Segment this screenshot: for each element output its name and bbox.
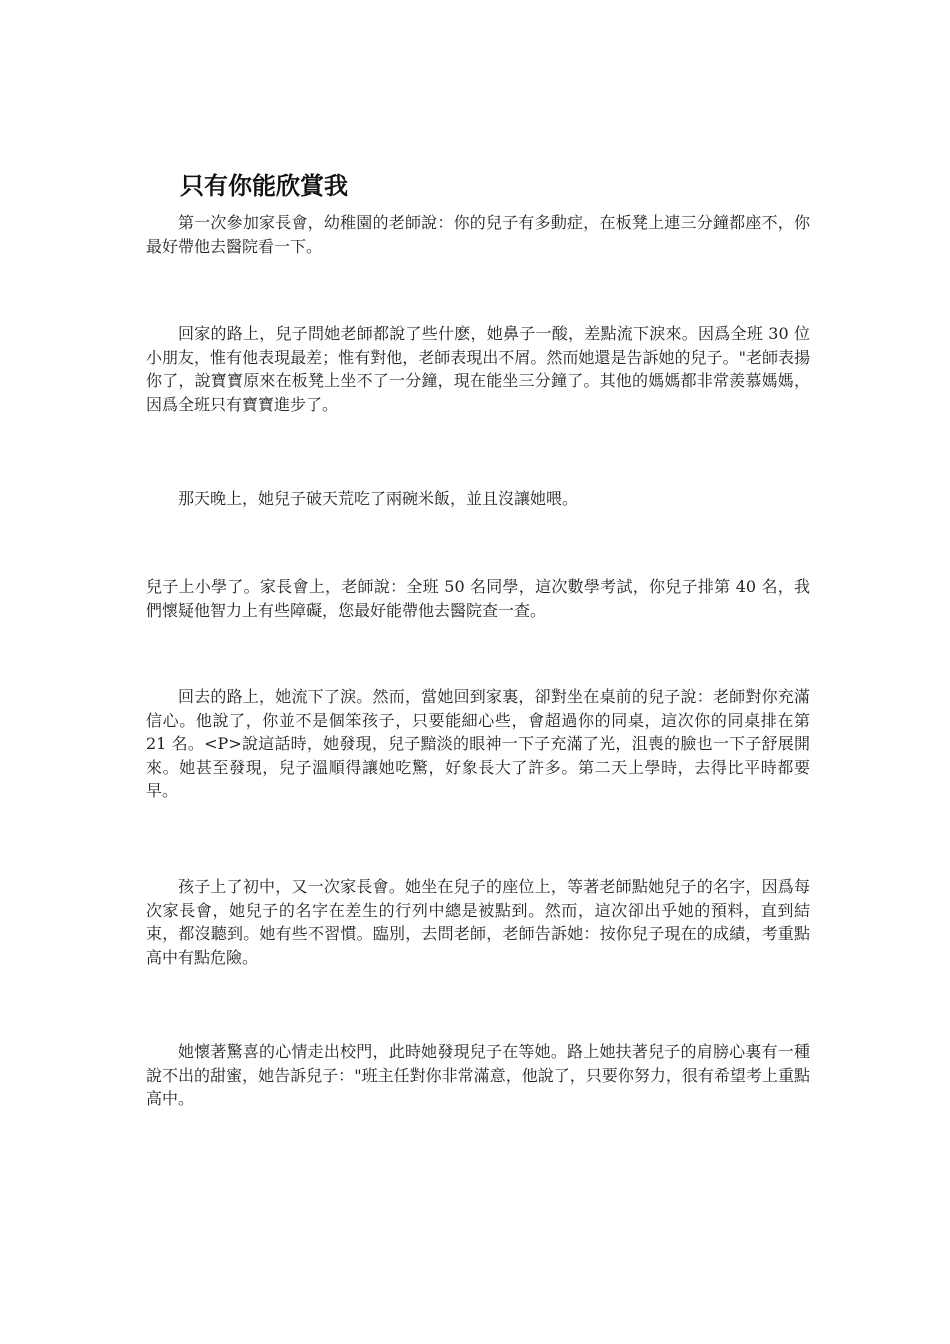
paragraph-primary-school: 兒子上小學了。家長會上，老師說：全班 50 名同學，這次數學考試，你兒子排第 40 名，我們懷疑他智力上有些障礙，您最好能帶他去醫院查一查。: [146, 577, 810, 620]
paragraph-kindergarten-meeting: 第一次參加家長會，幼稚園的老師說：你的兒子有多動症，在板凳上連三分鐘都座不，你最好帶他去醫院看一下。: [146, 213, 810, 256]
document-title: 只有你能欣賞我: [180, 171, 348, 200]
paragraph-way-back: 回去的路上，她流下了淚。然而，當她回到家裏，卻對坐在桌前的兒子說：老師對你充滿信心。他說了，你並不是個笨孩子，只要能細心些，會超過你的同桌，這次你的同桌排在第 21 名。<P>說這話時，她發現，兒子黯淡的眼神一下子充滿了光，沮喪的臉也一下子舒展開來。她甚至發現，兒子溫順得讓她吃驚，好象長大了許多。第二天上學時，去得比平時都要早。: [146, 687, 810, 800]
paragraph-junior-high: 孩子上了初中，又一次家長會。她坐在兒子的座位上，等著老師點她兒子的名字，因爲每次家長會，她兒子的名字在差生的行列中總是被點到。然而，這次卻出乎她的預料，直到結束，都沒聽到。她有些不習慣。臨別，去問老師，老師告訴她：按你兒子現在的成績，考重點高中有點危險。: [146, 877, 810, 967]
paragraph-that-night: 那天晚上，她兒子破天荒吃了兩碗米飯，並且沒讓她喂。: [178, 489, 579, 508]
paragraph-school-gate: 她懷著驚喜的心情走出校門，此時她發現兒子在等她。路上她扶著兒子的肩膀心裏有一種說不出的甜蜜，她告訴兒子："班主任對你非常滿意，他說了，只要你努力，很有希望考上重點高中。: [146, 1042, 810, 1108]
paragraph-way-home: 回家的路上，兒子問她老師都說了些什麽，她鼻子一酸，差點流下淚來。因爲全班 30 位小朋友，惟有他表現最差；惟有對他，老師表現出不屑。然而她還是告訴她的兒子。"老師表揚你了，說寶寶原來在板凳上坐不了一分鐘，現在能坐三分鐘了。其他的媽媽都非常羨慕媽媽，因爲全班只有寶寶進步了。: [146, 324, 810, 414]
